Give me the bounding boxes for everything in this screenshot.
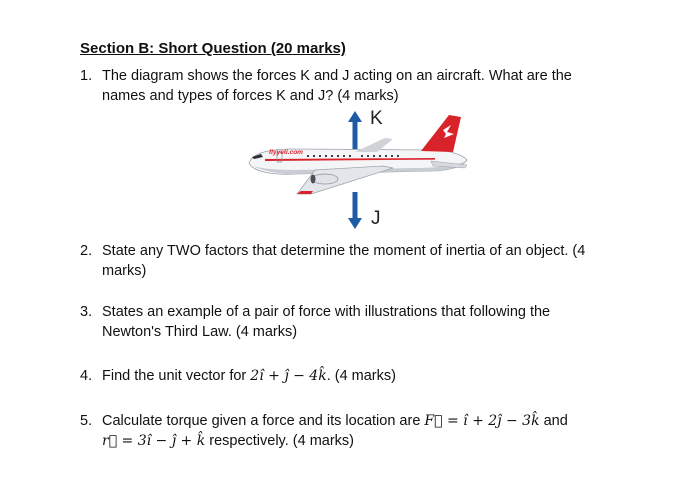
livery-text: flyyeti.com [269, 149, 303, 156]
question-text-line: Newton's Third Law. (4 marks) [102, 324, 298, 340]
question-number: 4. [80, 368, 93, 384]
question-1 [80, 66, 572, 106]
question-text: respectively. (4 marks) [209, 433, 354, 449]
aircraft-illustration [235, 108, 475, 236]
force-k-arrowhead [348, 111, 362, 122]
force-vector-expression: F⃗ = î + 2ĵ − 3k̂ [424, 413, 540, 429]
question-text: Calculate torque given a force and its location are [102, 413, 421, 429]
section-title: Section B: Short Question (20 marks) [80, 40, 346, 57]
question-2 [80, 241, 585, 281]
aircraft-force-diagram [235, 108, 475, 236]
position-vector-expression: r⃗ = 3î − ĵ + k̂ [102, 433, 206, 449]
question-text: . (4 marks) [326, 368, 396, 384]
question-3 [80, 302, 550, 342]
question-number: 3. [80, 304, 93, 320]
question-number: 2. [80, 243, 93, 259]
force-j-label: J [371, 208, 381, 229]
question-text-line: States an example of a pair of force with illustrations that following the [102, 304, 551, 320]
question-4 [80, 366, 396, 386]
question-text-line: marks) [102, 263, 147, 279]
tail-fin [421, 115, 461, 152]
question-5 [80, 411, 568, 451]
question-text-line: names and types of forces K and J? (4 marks) [102, 88, 399, 104]
force-j-arrowhead [348, 218, 362, 229]
question-text: Find the unit vector for [102, 368, 247, 384]
question-text: and [543, 413, 568, 429]
question-number: 1. [80, 68, 93, 84]
question-text-line: State any TWO factors that determine the moment of inertia of an object. (4 [102, 243, 586, 259]
force-k-label: K [370, 108, 383, 129]
engine-intake [311, 175, 316, 184]
vector-expression: 2î + ĵ − 4k̂ [250, 368, 327, 384]
engine [312, 174, 338, 184]
question-text-line: The diagram shows the forces K and J acting on an aircraft. What are the [102, 68, 572, 84]
question-number: 5. [80, 413, 93, 429]
